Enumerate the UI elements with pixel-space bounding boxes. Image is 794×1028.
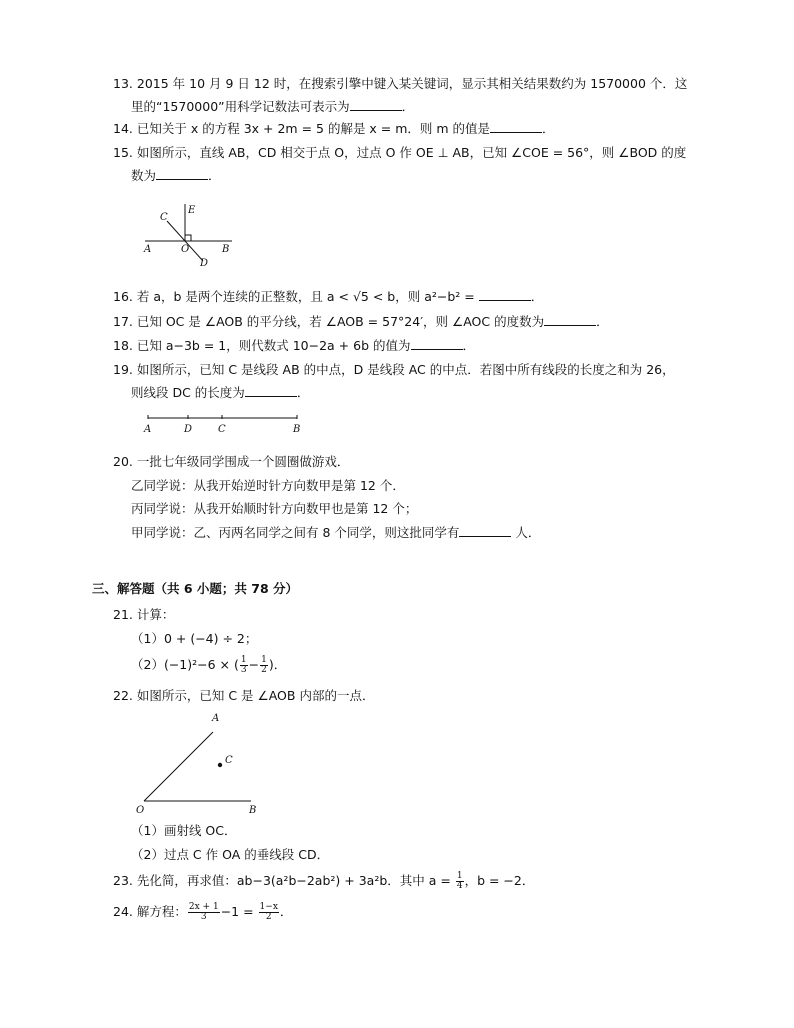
fraction <box>456 872 464 891</box>
punctuation: 人． <box>515 525 541 540</box>
question-number: 14. <box>113 121 133 136</box>
answer-blank[interactable] <box>156 167 208 180</box>
question-number: 18. <box>113 338 133 353</box>
question-text: 甲同学说：乙、丙两名同学之间有 8 个同学，则这批同学有 <box>131 525 460 540</box>
right-angle-mark <box>185 235 191 241</box>
punctuation: ． <box>530 289 544 304</box>
denominator: 4 <box>456 881 463 891</box>
numerator: 1 <box>240 655 247 665</box>
expression: −1 = <box>220 904 254 919</box>
punctuation: ． <box>462 338 476 353</box>
punctuation: ． <box>401 99 415 114</box>
answer-blank[interactable] <box>350 98 402 111</box>
question-number: 17. <box>113 314 133 329</box>
label-b: B <box>222 244 230 255</box>
punctuation: ． <box>596 314 609 329</box>
figure-angle <box>130 708 270 818</box>
question-13-line2 <box>131 98 414 116</box>
question-20 <box>113 453 349 471</box>
question-19 <box>113 361 675 379</box>
question-21-part1: （1）0 + (−4) ÷ 2； <box>131 631 258 646</box>
fraction <box>188 903 220 922</box>
answer-blank[interactable] <box>490 120 542 133</box>
question-text: 则线段 DC 的长度为 <box>131 385 245 400</box>
question-text: 一批七年级同学围成一个圆圈做游戏． <box>136 454 350 469</box>
answer-blank[interactable] <box>459 524 511 537</box>
answer-blank[interactable] <box>245 384 297 397</box>
fraction <box>260 656 268 675</box>
punctuation: ． <box>208 168 221 183</box>
label-c: C <box>218 424 226 435</box>
label-a: A <box>144 244 152 255</box>
point-c <box>218 763 222 767</box>
label-o: O <box>136 805 145 816</box>
question-number: 24. <box>113 904 133 919</box>
question-16 <box>113 288 543 306</box>
question-21 <box>113 606 174 624</box>
label-d: D <box>200 258 209 269</box>
question-13 <box>113 75 687 93</box>
question-number: 19. <box>113 362 133 377</box>
denominator: 2 <box>265 912 272 922</box>
question-24 <box>113 903 292 922</box>
question-20-line3 <box>131 500 417 518</box>
question-text: 丙同学说：从我开始顺时针方向数甲也是第 12 个； <box>131 501 418 516</box>
numerator: 1 <box>456 871 463 881</box>
question-17 <box>113 313 609 331</box>
question-text: 乙同学说：从我开始逆时针方向数甲是第 12 个． <box>131 478 405 493</box>
question-number: 13. <box>113 76 133 91</box>
question-20-line4 <box>131 524 540 542</box>
punctuation: ． <box>296 385 310 400</box>
question-text: 2015 年 10 月 9 日 12 时，在搜索引擎中键入某关键词，显示其相关结果数约为 1570000 个．这 <box>136 76 688 91</box>
answer-blank[interactable] <box>544 313 596 326</box>
question-text: 已知 a−3b = 1，则代数式 10−2a + 6b 的值为 <box>136 338 411 353</box>
question-number: 15. <box>113 145 133 160</box>
label-b: B <box>293 424 301 435</box>
ray-oa <box>144 732 213 801</box>
expression: ，b = −2． <box>464 873 535 888</box>
question-20-line2 <box>131 477 405 495</box>
label-e: E <box>188 205 196 216</box>
operator: − <box>248 657 260 672</box>
numerator: 2x + 1 <box>188 902 219 912</box>
fraction <box>240 656 248 675</box>
label-b: B <box>249 805 257 816</box>
punctuation: ． <box>279 904 293 919</box>
numerator: 1−x <box>259 902 278 912</box>
question-21-part2 <box>131 656 286 675</box>
question-14 <box>113 120 555 138</box>
question-text: 已知关于 x 的方程 3x + 2m = 5 的解是 x = m．则 m 的值是 <box>136 121 491 136</box>
question-text: 解方程： <box>136 904 187 919</box>
question-number: 23. <box>113 873 133 888</box>
denominator: 2 <box>261 665 267 675</box>
figure-intersecting-lines <box>140 198 240 270</box>
numerator: 1 <box>261 655 267 665</box>
label-d: D <box>184 424 193 435</box>
question-22 <box>113 687 374 705</box>
question-22-part2: （2）过点 C 作 OA 的垂线段 CD． <box>131 847 330 862</box>
section-title: 三、解答题（共 6 小题；共 78 分） <box>92 581 299 596</box>
fraction <box>259 903 279 922</box>
question-text: 已知 OC 是 ∠AOB 的平分线，若 ∠AOB = 57°24′，则 ∠AOC 的度数为 <box>136 314 545 329</box>
question-22-part1: （1）画射线 OC． <box>131 823 237 838</box>
answer-blank[interactable] <box>411 337 463 350</box>
label-c: C <box>225 755 233 766</box>
question-text: 先化简，再求值：ab−3(a²b−2ab²) + 3a²b．其中 a = <box>136 873 451 888</box>
label-o: O <box>181 244 190 255</box>
question-text: 数为 <box>131 168 157 183</box>
expression: )． <box>268 657 287 672</box>
question-text: 里的“1570000”用科学记数法可表示为 <box>131 99 350 114</box>
question-15 <box>113 144 686 162</box>
question-number: 20. <box>113 454 133 469</box>
label-a: A <box>212 713 220 724</box>
answer-blank[interactable] <box>479 288 531 301</box>
question-number: 16. <box>113 289 133 304</box>
question-number: 21. <box>113 607 133 622</box>
question-18 <box>113 337 475 355</box>
label-c: C <box>160 212 168 223</box>
figure-segment <box>140 410 310 436</box>
question-text: 如图所示，直线 AB，CD 相交于点 O，过点 O 作 OE ⊥ AB，已知 ∠COE = 56°，则 ∠BOD 的度 <box>136 145 687 160</box>
expression: （2）(−1)²−6 × ( <box>131 657 239 672</box>
question-text: 如图所示，已知 C 是线段 AB 的中点，D 是线段 AC 的中点．若图中所有线段的长度之和为 26， <box>136 362 675 377</box>
question-text: 若 a，b 是两个连续的正整数，且 a < √5 < b，则 a²−b² = <box>136 289 475 304</box>
question-19-line2 <box>131 384 309 402</box>
question-15-line2 <box>131 167 221 185</box>
question-text: 计算： <box>136 607 175 622</box>
question-text: 如图所示，已知 C 是 ∠AOB 内部的一点． <box>136 688 375 703</box>
label-a: A <box>144 424 152 435</box>
denominator: 3 <box>240 665 247 675</box>
question-23 <box>113 872 534 891</box>
denominator: 3 <box>200 912 207 922</box>
question-number: 22. <box>113 688 133 703</box>
punctuation: ． <box>542 121 555 136</box>
